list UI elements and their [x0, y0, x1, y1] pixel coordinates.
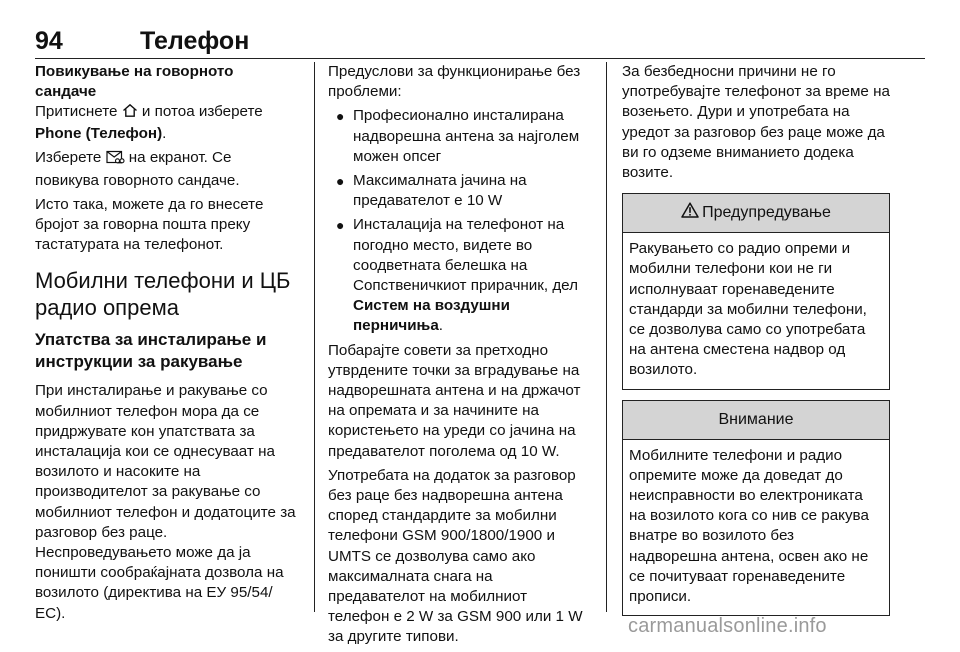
home-icon [122, 103, 138, 124]
warning-box [622, 193, 890, 389]
paragraph-advice: Побарајте совети за претходно утврдените точки за вградување на надворешната антена и на држачот на опремата и за начините на користењето на уреди со јачина на предавателот поголема од 10 W. [328, 341, 581, 460]
warning-header [623, 194, 889, 233]
section-heading: Мобилни телефони и ЦБ радио опрема [35, 268, 291, 321]
column-divider [314, 62, 315, 612]
list-item: ● Инсталација на телефонот на погодно место, видете во соодветната белешка на Сопственичкиот прирачник, дел Систем на воздушни перничиња. [336, 216, 578, 335]
paragraph-prerequisites: Предуслови за функционирање без проблеми: [328, 63, 581, 101]
caution-title: Внимание [718, 410, 794, 428]
page-header [35, 26, 925, 59]
column-left [35, 62, 297, 628]
phone-menu-label: Phone (Телефон) [35, 125, 163, 143]
bullet-icon: ● [336, 173, 345, 190]
list-item: ● Максималната јачина на предавателот е 10 W [336, 172, 527, 210]
column-middle [328, 62, 590, 652]
paragraph-select-voicemail: Изберете на екранот. Се повикува говорното сандаче. [35, 149, 240, 189]
bullet-icon: ● [336, 108, 345, 125]
paragraph-keypad: Исто така, можете да го внесете бројот за говорна пошта преку тастатурата на телефонот. [35, 195, 264, 254]
voicemail-icon [106, 150, 125, 170]
list-item: ● Професионално инсталирана надворешна антена за најголем можен опсег [336, 107, 580, 165]
watermark: carmanualsonline.info [628, 615, 827, 637]
paragraph-install: При инсталирање и ракување со мобилниот телефон мора да се придржувате кон упатствата за инсталација кои се однесуваат на возилото и насоките на производителот за ракување со мобилниот телефон и додатоците за разговор без раце. [35, 382, 296, 541]
paragraph-safety: За безбедносни причини не го употребувајте телефонот за време на возењето. Дури и употребата на уредот за разговор без раце може да ви го одземе вниманието додека возите. [622, 63, 890, 182]
paragraph-improper-install: Неспроведувањето може да ја поништи сообраќајната дозвола на возилото (директива на ЕУ 95/54/ ЕС). [35, 544, 284, 622]
caution-box [622, 400, 890, 617]
prerequisite-list [328, 106, 590, 336]
heading-voicemail: Повикување на говорното сандаче [35, 63, 234, 100]
column-divider [606, 62, 607, 612]
page-title: Телефон [140, 27, 250, 55]
airbag-reference: Систем на воздушни перничиња [353, 297, 510, 335]
paragraph-handsfree: Употребата на додаток за разговор без раце без надворешна антена според стандардите за мобилни телефони GSM 900/1800/1900 и UMTS се дозволува само ако максималната снага на предавателот на мобилниот телефон е 2 W за GSM 900 или 1 W за другите типови. [328, 466, 583, 646]
column-right [622, 62, 892, 616]
caution-header [623, 401, 889, 440]
warning-triangle-icon [681, 202, 699, 224]
warning-title: Предупредување [702, 204, 831, 222]
subsection-heading: Упатства за инсталирање и инструкции за ракување [35, 330, 267, 372]
paragraph-press-home: Притиснете и потоа изберете Phone (Телефон). [35, 103, 263, 143]
caution-text: Мобилните телефони и радио опремите може да доведат до неисправности во електрониката на возилото кога со нив се ракува внатре во возилото без надворешна антена, освен ако не се почитуваат горенаведените прописи. [629, 446, 869, 606]
bullet-icon: ● [336, 217, 345, 234]
warning-text: Ракувањето со радио опреми и мобилни телефони кои не ги исполнуваат горенаведените стандарди за мобилни телефони, се дозволува само со употребата на антена сместена надвор од возилото. [629, 240, 867, 379]
page-number: 94 [35, 27, 63, 55]
